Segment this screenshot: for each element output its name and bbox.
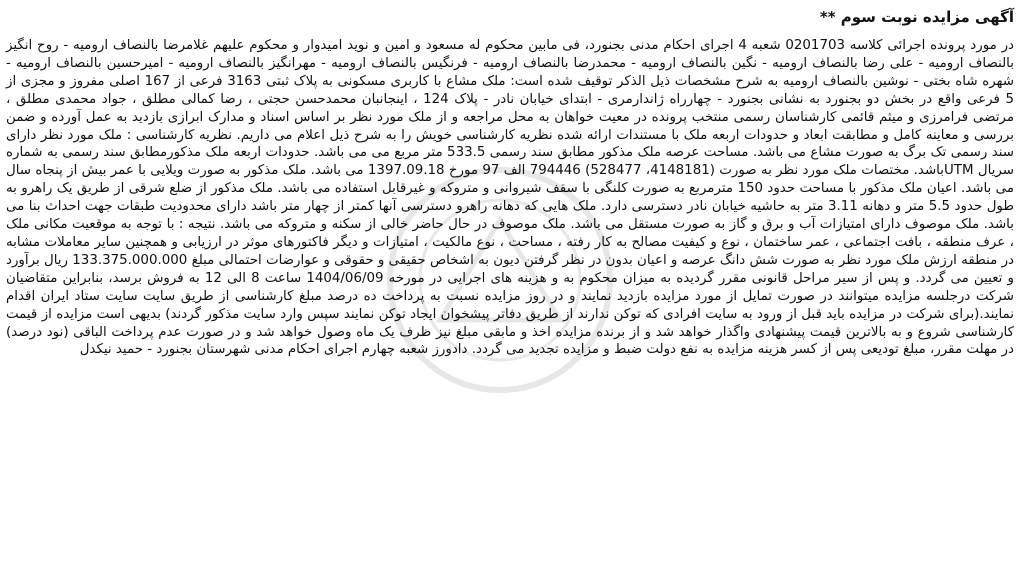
- auction-notice: [6, 6, 1014, 559]
- notice-title: آگهی مزایده نوبت سوم **: [819, 8, 1014, 26]
- notice-body: در مورد پرونده اجرائی کلاسه 0201703 شعبه 4 اجرای احکام مدنی بجنورد، فی مابین محکوم له مسعود و امین و نوید امیدوار و محکوم علیهم غلامرضا بالنصاف ارومیه - روح انگیز بالنصاف ارومیه - علی رضا بالنصاف ارومیه - نگین بالنصاف ارومیه - محمدرضا بالنصاف ارومیه - فرنگیس بالنصاف ارومیه - مهرانگیز بالنصاف ارومیه - امیرحسین بالنصاف ارومیه - شهره شاه بختی - نوشین بالنصاف ارومیه به شرح مشخصات ذیل الذکر توقیف شده است: ملک مشاع با کاربری مسکونی به پلاک ثبتی 3163 فرعی از 167 اصلی مفروز و مجزی از 5 فرعی واقع در بخش دو بجنورد به نشانی بجنورد - چهارراه ژاندارمری - ابتدای خیابان نادر - پلاک 124 ، اینجانبان محمدحسن حجتی ، رضا کمالی مطلق ، جواد محمدی مطلق ، مرتضی فرامرزی و میثم قائمی کارشناسان رسمی منتخب پرونده در معیت خواهان به محل مراجعه و از ملک مورد نظر بر اساس اسناد و مدارک ابرازی بازدید به عمل آورده و ضمن بررسی و معاینه کامل و مطابقت ابعاد و حدودات اربعه ملک با مستندات ارائه شده نظریه کارشناسی خویش را به شرح ذیل اعلام می داریم. نظریه کارشناسی : ملک مورد نظر دارای سند رسمی تک برگ به صورت مشاع می باشد. مساحت عرصه ملک مذکور مطابق سند رسمی 533.5 متر مربع می می باشد. حدودات اربعه ملک مذکورمطابق سند رسمی به شماره سریال UTMباشد. مختصات ملک مورد نظر به صورت (4148181، 528477) 794446 الف 97 مورخ 1397.09.18 می باشد. ملک مذکور به صورت ویلایی با عمر بیش از پنجاه سال می باشد. اعیان ملک مذکور با مساحت حدود 150 مترمربع به صورت کلنگی با سقف شیروانی و متروکه و غیرقابل استفاده می باشد. ملک مذکور از ضلع شرقی از طریق یک راهرو به طول حدود 5.5 متر و دهانه 3.11 متر به حاشیه خیابان نادر دسترسی دارد. ملک هایی که دهانه راهرو دسترسی آنها کمتر از چهار متر باشد دارای محدودیت طبقات جهت احداث بنا می باشد. ملک موصوف دارای امتیازات آب و برق و گاز به صورت مستقل می باشد. ملک موصوف در حال حاضر خالی از سکنه و متروکه می باشد. نتیجه : با توجه به موقعیت مکانی ملک ، عرف منطقه ، بافت اجتماعی ، عمر ساختمان ، نوع و کیفیت مصالح به کار رفته ، مساحت ، نوع مالکیت ، امتیازات و دیگر فاکتورهای موثر در ارزیابی و همچنین سایر معاملات مشابه در منطقه ارزش ملک مورد نظر به صورت شش دانگ عرصه و اعیان بدون در نظر گرفتن دیون به اشخاص حقیقی و حقوقی و عوارضات احتمالی مبلغ 133.375.000.000 ریال برآورد و تعیین می گردد. و پس از سیر مراحل قانونی مقرر گردیده به میزان محکوم به و هزینه های اجرایی در مورخه 1404/06/09 ساعت 8 الی 12 به فروش برسد، بنابراین متقاضیان شرکت درجلسه مزایده میتوانند در صورت تمایل از مورد مزایده بازدید نمایند و در روز مزایده نسبت به پرداخت ده درصد مبلغ کارشناسی از طریق سایت سایت ستاد ایران اقدام نمایند.(برای شرکت در مزایده باید قبل از ورود به سایت افرادی که توکن ندارند از طریق دفاتر پیشخوان ایجاد توکن نمایند سپس وارد سایت مذکور گردند) بدیهی است مزایده از قیمت کارشناسی شروع و به بالاترین قیمت پیشنهادی واگذار خواهد شد و از برنده مزایده اخذ و مابقی مبلغ نیز ظرف یک ماه وصول خواهد شد و در صورت عدم پرداخت الباقی (نود درصد) در مهلت مقرر، مبلغ تودیعی پس از کسر هزینه مزایده به نفع دولت ضبط و مزایده تجدید می گردد. دادورز شعبه چهارم اجرای احکام مدنی شهرستان بجنورد - حمید نیکدل: [6, 38, 1015, 358]
